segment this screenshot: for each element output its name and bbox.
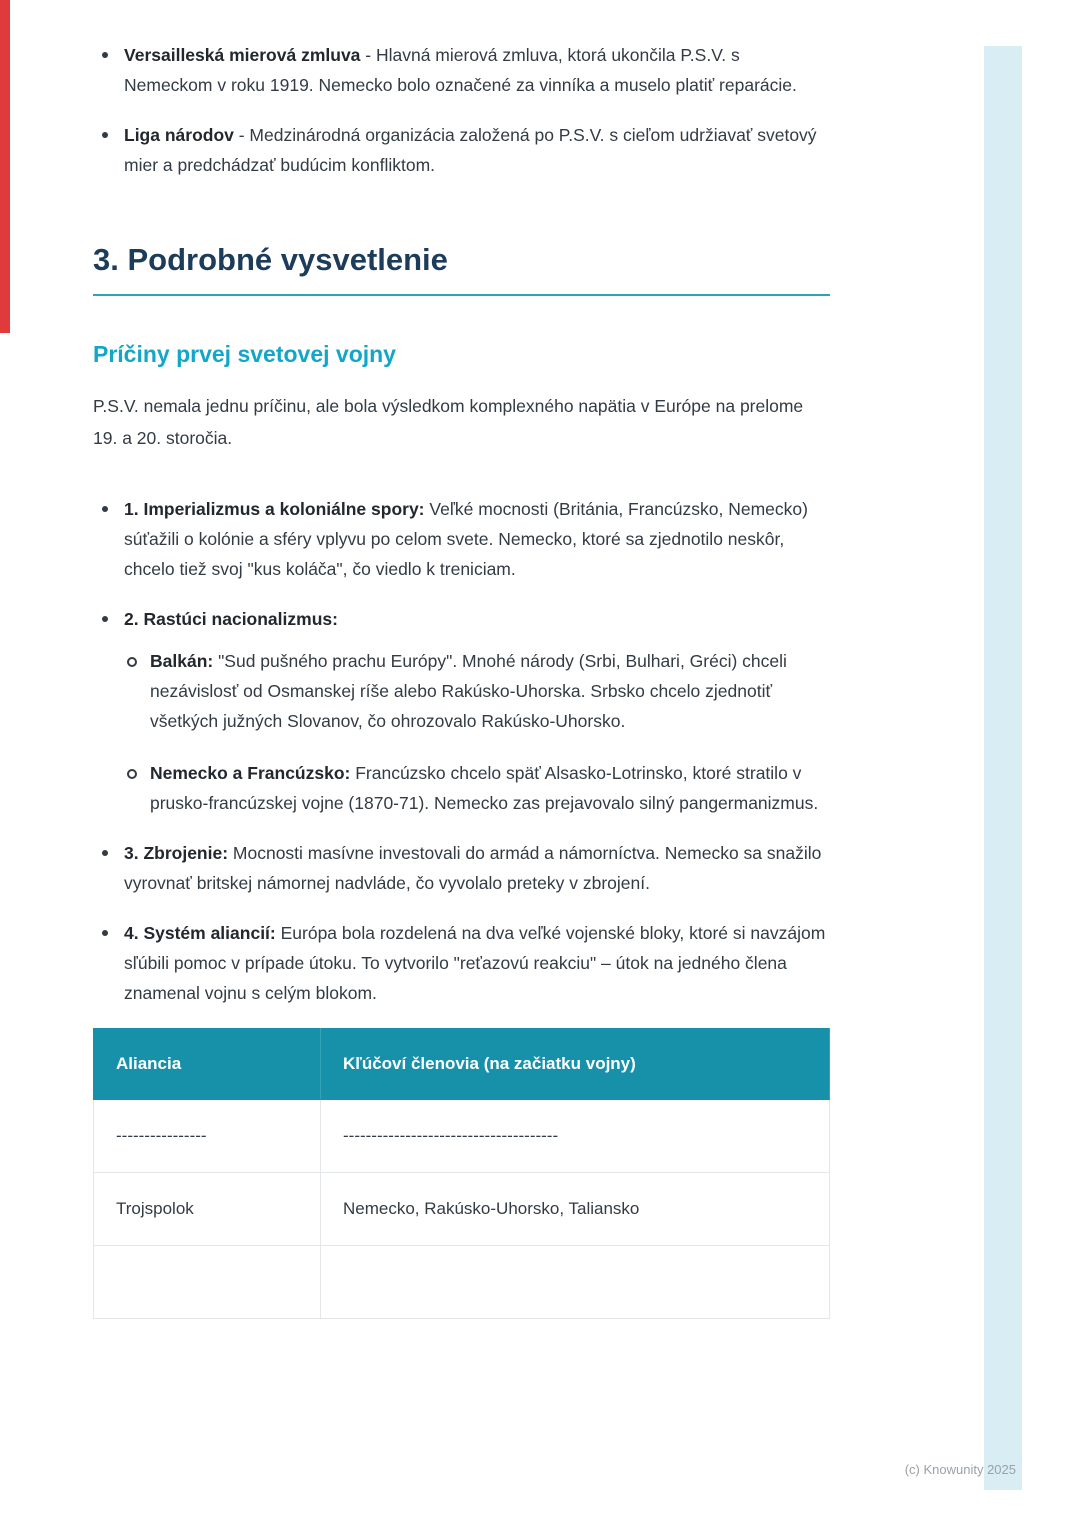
table-cell: -------------------------------------- — [321, 1100, 830, 1173]
list-item — [93, 494, 830, 584]
table-cell: Nemecko, Rakúsko-Uhorsko, Taliansko — [321, 1173, 830, 1246]
list-item — [93, 838, 830, 898]
table-cell — [94, 1246, 321, 1319]
item-description: "Sud pušného prachu Európy". Mnohé národy (Srbi, Bulhari, Gréci) chceli nezávislosť od Osmanskej ríše alebo Rakúsko-Uhorska. Srbsko chcelo zjednotiť všetkých južných Slovanov, čo ohrozovalo Rakúsko-Uhorsko. — [150, 651, 787, 731]
item-term-bold: Liga národov — [124, 125, 234, 145]
list-item — [93, 40, 830, 100]
table-header-cell: Aliancia — [94, 1029, 321, 1100]
table-row — [94, 1100, 830, 1173]
table-cell: ---------------- — [94, 1100, 321, 1173]
item-term-bold: Nemecko a Francúzsko: — [150, 763, 351, 783]
item-term-bold: 3. Zbrojenie: — [124, 843, 229, 863]
table-cell: Trojspolok — [94, 1173, 321, 1246]
alliance-table-body — [94, 1100, 830, 1319]
item-description: - Medzinárodná organizácia založená po P.S.V. s cieľom udržiavať svetový mier a predchádzať budúcim konfliktom. — [124, 125, 817, 175]
item-term-bold: Versailleská mierová zmluva — [124, 45, 361, 65]
list-item — [93, 918, 830, 1008]
item-term-bold: 4. Systém aliancií: — [124, 923, 276, 943]
left-accent-bar — [0, 0, 10, 333]
sub-list-item — [124, 758, 830, 818]
copyright-footer: (c) Knowunity 2025 — [904, 1462, 1016, 1477]
item-term-bold: Balkán: — [150, 651, 214, 671]
intro-paragraph: P.S.V. nemala jednu príčinu, ale bola výsledkom komplexného napätia v Európe na prelome 19. a 20. storočia. — [93, 396, 804, 448]
section-divider — [93, 294, 830, 296]
table-header-row — [94, 1029, 830, 1100]
item-term-bold: 1. Imperializmus a koloniálne spory: — [124, 499, 425, 519]
alliance-table — [93, 1028, 830, 1319]
alliance-table-head — [94, 1029, 830, 1100]
table-header-cell: Kľúčoví členovia (na začiatku vojny) — [321, 1029, 830, 1100]
item-description: - Hlavná mierová zmluva, ktorá ukončila P.S.V. s Nemeckom v roku 1919. Nemecko bolo označené za vinníka a muselo platiť reparácie. — [124, 45, 797, 95]
sub-list-item — [124, 646, 830, 736]
list-item — [93, 604, 830, 818]
document-content — [93, 40, 830, 1319]
table-row — [94, 1246, 830, 1319]
table-row — [94, 1173, 830, 1246]
causes-bullet-list — [93, 494, 830, 1008]
item-description: Francúzsko chcelo späť Alsasko-Lotrinsko, ktoré stratilo v prusko-francúzskej vojne (1870-71). Nemecko zas prejavovalo silný pangermanizmus. — [150, 763, 819, 813]
right-decoration-stripe — [984, 46, 1022, 1490]
item-term-bold: 2. Rastúci nacionalizmus: — [124, 609, 338, 629]
item-description: Európa bola rozdelená na dva veľké vojenské bloky, ktoré si navzájom sľúbili pomoc v prípade útoku. To vytvorilo "reťazovú reakciu" – útok na jedného člena znamenal vojnu s celým blokom. — [124, 923, 826, 1003]
item-description: Mocnosti masívne investovali do armád a námorníctva. Nemecko sa snažilo vyrovnať britskej námornej nadvláde, čo vyvolalo preteky v zbrojení. — [124, 843, 822, 893]
nested-bullet-list — [124, 646, 830, 818]
section-heading: 3. Podrobné vysvetlenie — [93, 242, 448, 277]
intro-bullet-list — [93, 40, 830, 180]
list-item — [93, 120, 830, 180]
table-cell — [321, 1246, 830, 1319]
item-description: Veľké mocnosti (Británia, Francúzsko, Nemecko) súťažili o kolónie a sféry vplyvu po celom svete. Nemecko, ktoré sa zjednotilo neskôr, chcelo tiež svoj "kus koláča", čo viedlo k treniciam. — [124, 499, 808, 579]
subsection-heading: Príčiny prvej svetovej vojny — [93, 341, 396, 367]
